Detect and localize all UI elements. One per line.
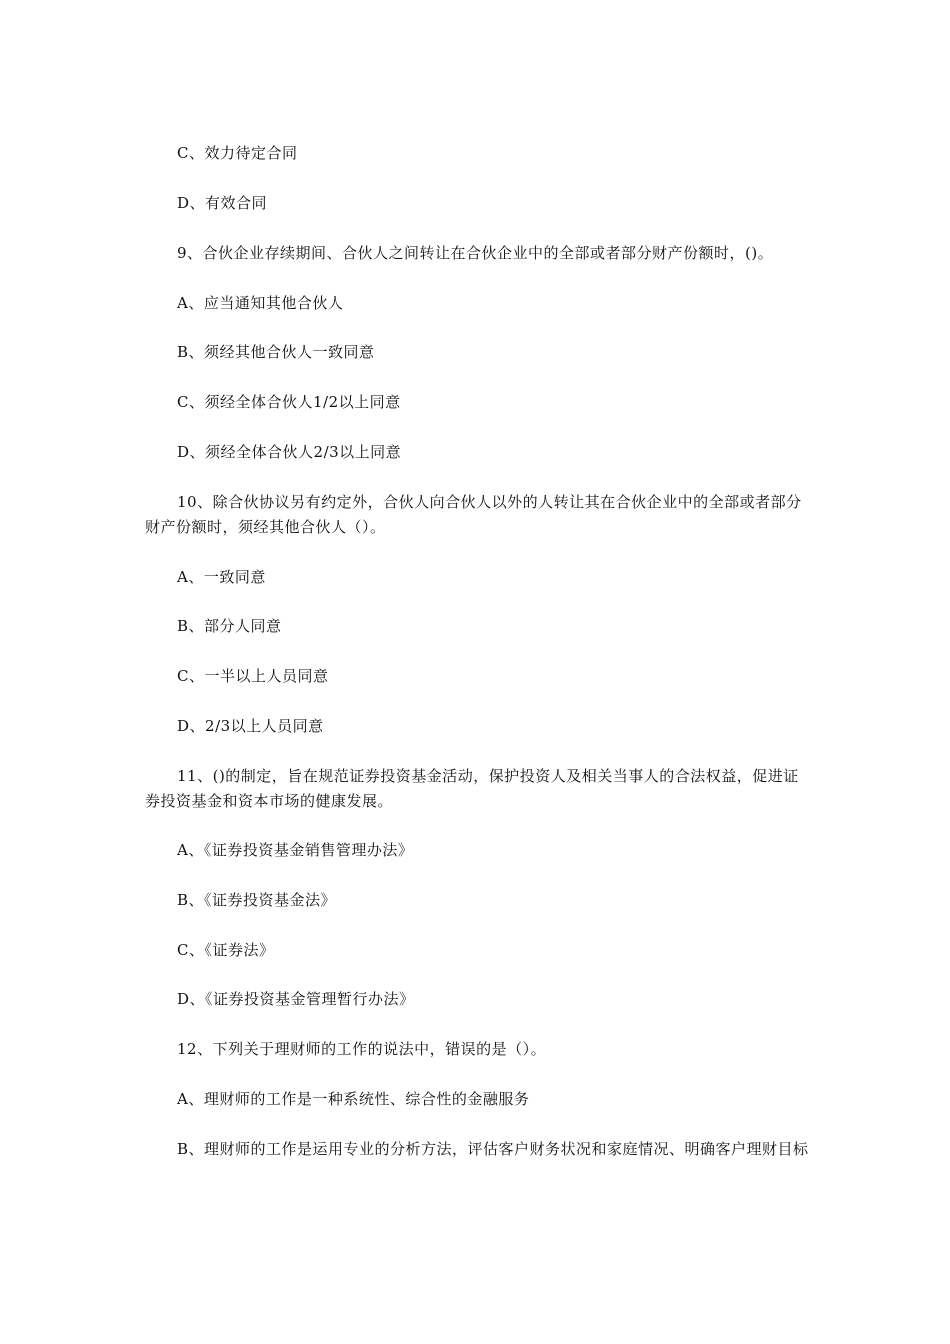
q10-option-c: C、一半以上人员同意 xyxy=(177,667,329,685)
q11-question: 11、()的制定，旨在规范证券投资基金活动，保护投资人及相关当事人的合法权益，促进证券投资基金和资本市场的健康发展。 xyxy=(145,767,799,810)
q10-option-b: B、部分人同意 xyxy=(177,617,282,635)
q11-option-b: B、《证券投资基金法》 xyxy=(177,891,337,909)
q12-option-b: B、理财师的工作是运用专业的分析方法，评估客户财务状况和家庭情况、明确客户理财目标 xyxy=(177,1140,809,1158)
q10-option-a: A、一致同意 xyxy=(177,568,266,586)
q11-option-d: D、《证券投资基金管理暂行办法》 xyxy=(177,990,415,1008)
q9-option-a: A、应当通知其他合伙人 xyxy=(177,294,344,312)
q9-option-d: D、须经全体合伙人2/3以上同意 xyxy=(177,443,402,461)
q12-option-a: A、理财师的工作是一种系统性、综合性的金融服务 xyxy=(177,1090,530,1108)
q11-option-c: C、《证券法》 xyxy=(177,941,275,959)
q9-option-b: B、须经其他合伙人一致同意 xyxy=(177,343,375,361)
q9-option-c: C、须经全体合伙人1/2以上同意 xyxy=(177,393,401,411)
q12-question: 12、下列关于理财师的工作的说法中，错误的是（）。 xyxy=(177,1040,547,1058)
q10-option-d: D、2/3以上人员同意 xyxy=(177,717,324,735)
q10-question: 10、除合伙协议另有约定外，合伙人向合伙人以外的人转让其在合伙企业中的全部或者部分财产份额时，须经其他合伙人（）。 xyxy=(145,493,802,536)
q9-question: 9、合伙企业存续期间、合伙人之间转让在合伙企业中的全部或者部分财产份额时，()。 xyxy=(177,244,774,262)
q8-option-c: C、效力待定合同 xyxy=(177,144,298,162)
q8-option-d: D、有效合同 xyxy=(177,194,268,212)
q11-option-a: A、《证券投资基金销售管理办法》 xyxy=(177,841,414,859)
